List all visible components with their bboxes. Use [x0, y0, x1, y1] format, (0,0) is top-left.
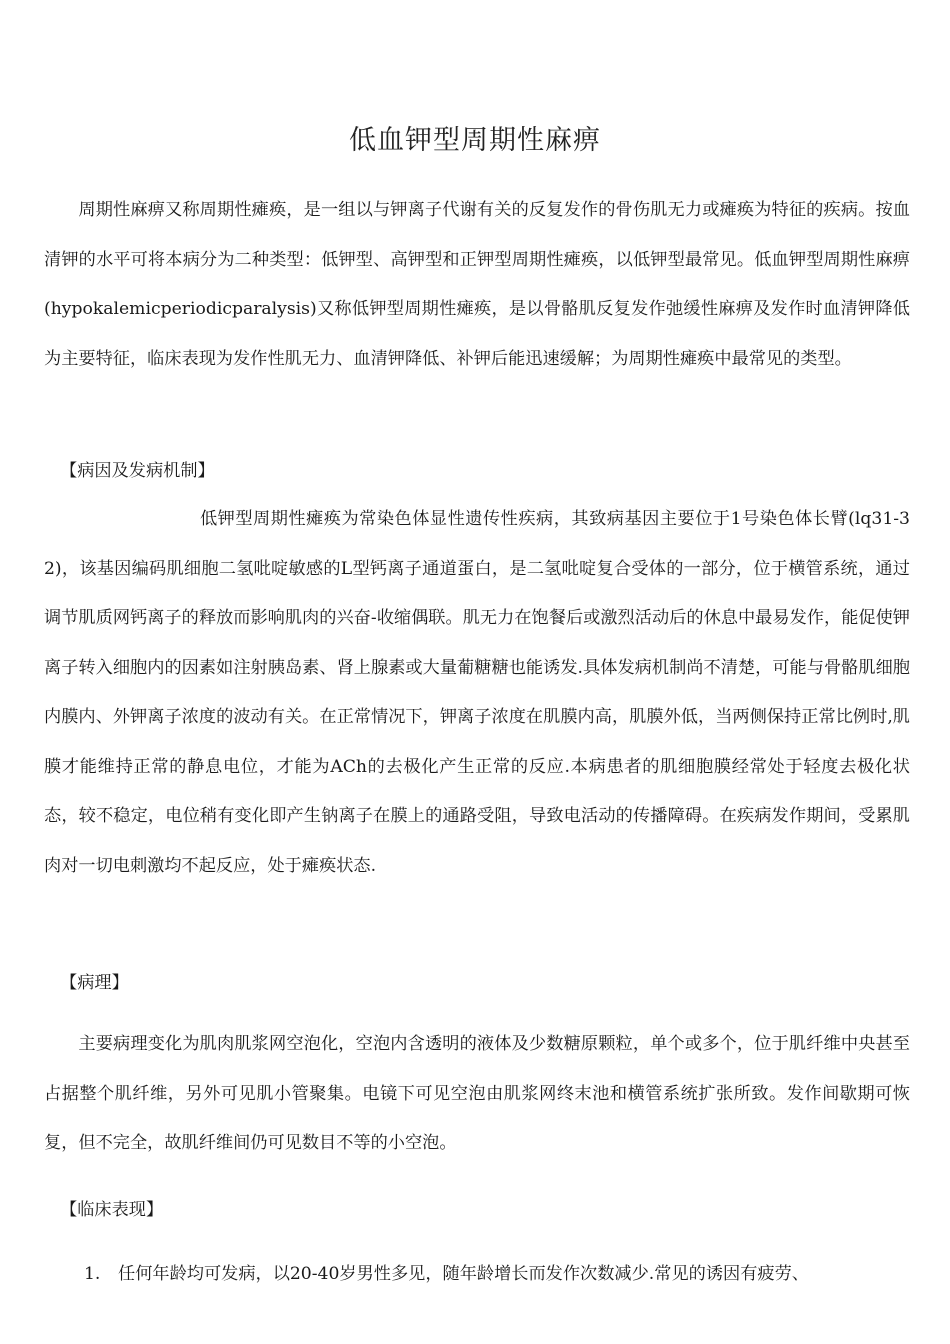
pathology-paragraph: 主要病理变化为肌肉肌浆网空泡化，空泡内含透明的液体及少数糖原颗粒，单个或多个，位于肌纤维中央甚至占据整个肌纤维，另外可见肌小管聚集。电镜下可见空泡由肌浆网终末池和横管系统扩张所致。发作间歇期可恢复，但不完全，故肌纤维间仍可见数目不等的小空泡。 — [44, 1034, 910, 1153]
cause-paragraph: 低钾型周期性瘫痪为常染色体显性遗传性疾病，其致病基因主要位于1号染色体长臂(lq31-32)，该基因编码肌细胞二氢吡啶敏感的L型钙离子通道蛋白，是二氢吡啶复合受体的一部分，位于横管系统，通过调节肌质网钙离子的释放而影响肌肉的兴奋-收缩偶联。肌无力在饱餐后或激烈活动后的休息中最易发作，能促使钾离子转入细胞内的因素如注射胰岛素、肾上腺素或大量葡糖糖也能诱发.具体发病机制尚不清楚，可能与骨骼肌细胞内膜内、外钾离子浓度的波动有关。在正常情况下，钾离子浓度在肌膜内高，肌膜外低，当两侧保持正常比例时,肌膜才能维持正常的静息电位，才能为ACh的去极化产生正常的反应.本病患者的肌细胞膜经常处于轻度去极化状态，较不稳定，电位稍有变化即产生钠离子在膜上的通路受阻，导致电活动的传播障碍。在疾病发作期间，受累肌肉对一切电刺激均不起反应，处于瘫痪状态. — [44, 509, 910, 876]
document-title: 低血钾型周期性麻痹 — [349, 125, 601, 156]
list-item-number: 1. — [84, 1264, 101, 1284]
list-item — [84, 1250, 910, 1300]
intro-paragraph: 周期性麻痹又称周期性瘫痪，是一组以与钾离子代谢有关的反复发作的骨伤肌无力或瘫痪为特征的疾病。按血清钾的水平可将本病分为二种类型：低钾型、高钾型和正钾型周期性瘫痪，以低钾型最常见。低血钾型周期性麻痹(hypokalemicperiodicparalysis)又称低钾型周期性瘫痪，是以骨骼肌反复发作弛缓性麻痹及发作时血清钾降低为主要特征，临床表现为发作性肌无力、血清钾降低、补钾后能迅速缓解；为周期性瘫痪中最常见的类型。 — [44, 200, 910, 369]
section-heading-pathology: 【病理】 — [60, 973, 129, 993]
section-heading-clinical: 【临床表现】 — [60, 1200, 164, 1220]
list-item-text: 任何年龄均可发病，以20-40岁男性多见，随年龄增长而发作次数减少.常见的诱因有疲劳、 — [118, 1264, 809, 1284]
section-heading-cause: 【病因及发病机制】 — [60, 461, 215, 481]
